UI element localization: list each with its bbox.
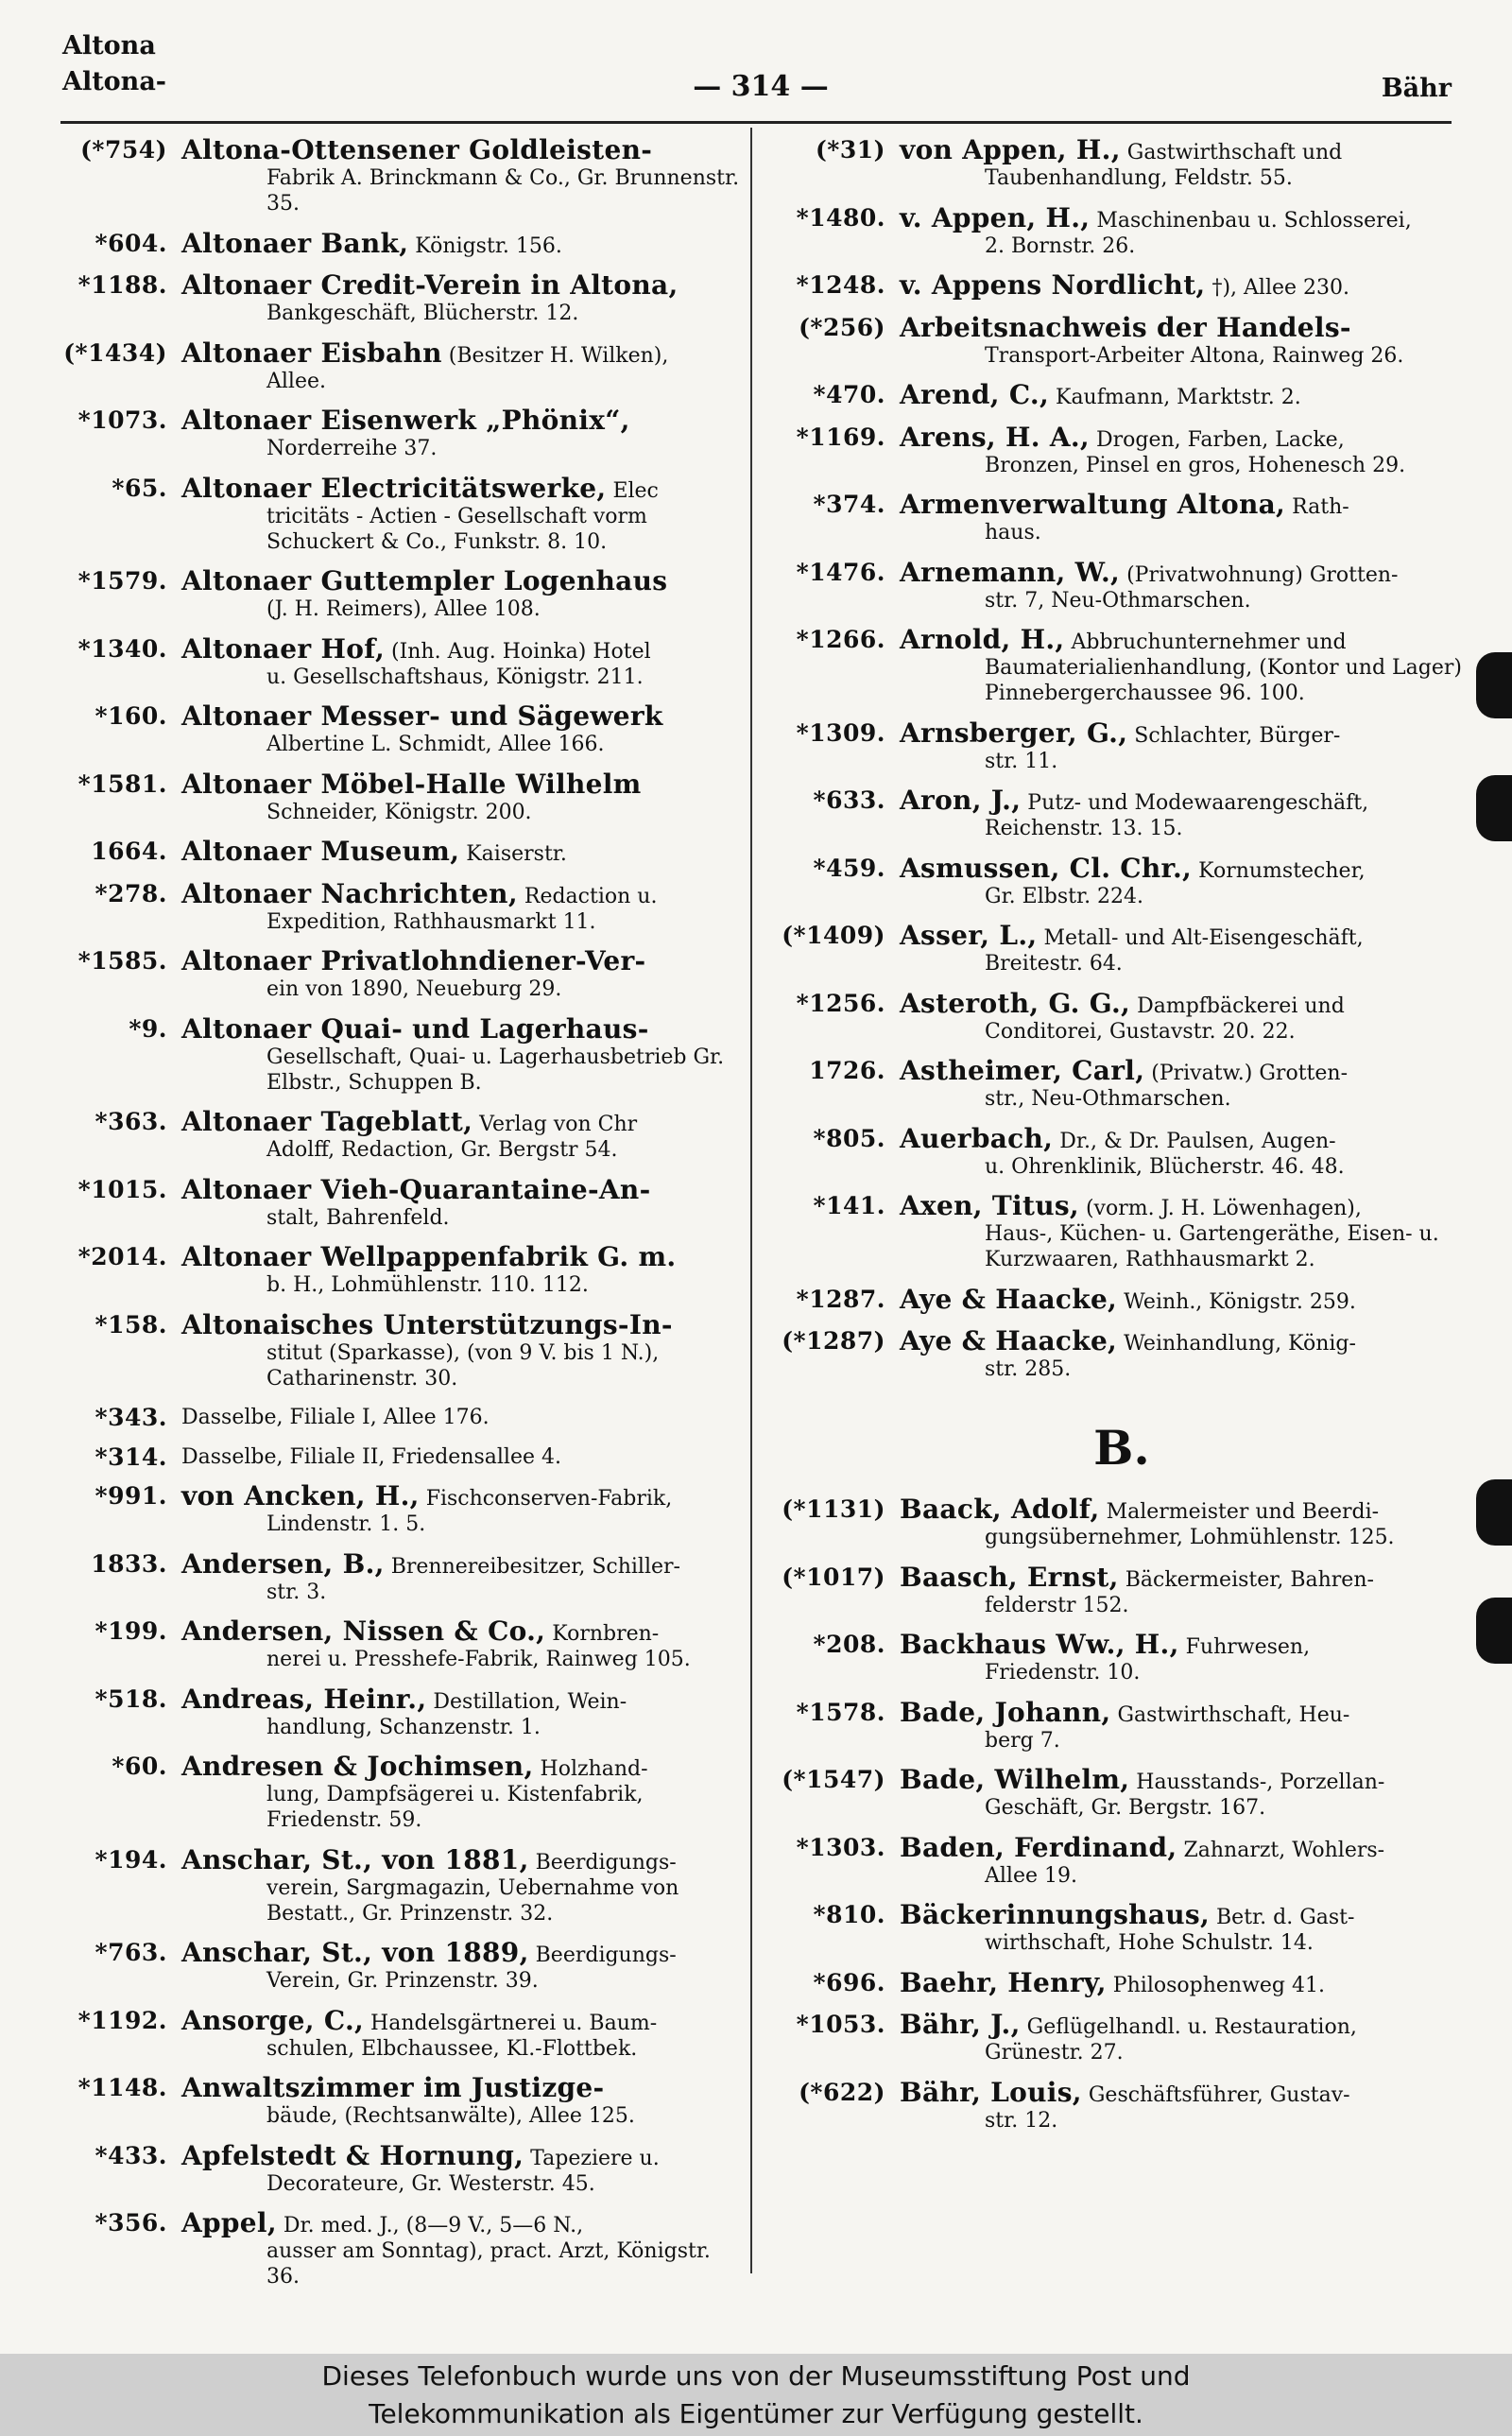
entry-description: Gastwirthschaft und [1120,141,1343,164]
entry-phone-number: *1581. [77,769,167,798]
entry-phone-number: *314. [94,1443,167,1471]
entry-name: von Appen, H., [900,134,1121,165]
entry-phone-number: (*1287) [782,1327,885,1355]
entry-continuation: ein von 1890, Neueburg 29. [266,977,562,1001]
entry-continuation: bäude, (Rechtsanwälte), Allee 125. [266,2104,635,2128]
entry-name: Armenverwaltung Altona, [900,489,1286,520]
entry-description: Dasselbe, Filiale I, Allee 176. [181,1406,490,1429]
directory-entry [777,624,1467,706]
entry-phone-number: *810. [813,1901,885,1928]
entry-continuation: Expedition, Rathhausmarkt 11. [266,909,596,934]
entry-continuation: haus. [985,521,1041,544]
directory-entry [777,1122,1467,1180]
entry-name: Altonaer Eisbahn [181,337,442,369]
entry-name: Andreas, Heinr., [181,1683,427,1715]
directory-entry [59,1683,748,1740]
entry-name: Anwaltszimmer im Justizge- [181,2072,605,2103]
entry-description: Verlag von Chr [472,1113,638,1136]
page-number: — 314 — [693,70,829,103]
entry-description: Dasselbe, Filiale II, Friedensallee 4. [181,1444,561,1469]
entry-name: Altonaer Eisenwerk „Phönix“, [181,405,630,436]
directory-entry [777,1190,1467,1272]
entry-phone-number: *1585. [77,947,167,975]
entry-name: Bähr, Louis, [900,2076,1082,2108]
entry-name: Appel, [181,2207,277,2238]
entry-phone-number: *343. [94,1404,167,1431]
directory-entry [59,1751,748,1833]
entry-continuation: stitut (Sparkasse), (von 9 V. bis 1 N.), Catharinenstr. 30. [266,1340,660,1391]
directory-entry [59,134,748,216]
directory-entry [777,987,1467,1045]
entry-description: Metall- und Alt-Eisengeschäft, [1037,926,1364,950]
entry-description: Redaction u. [517,884,658,908]
directory-entry [59,1480,748,1537]
directory-entry [59,945,748,1002]
entry-phone-number: *194. [94,1845,167,1874]
entry-phone-number: *160. [94,702,167,730]
entry-phone-number: *518. [94,1684,167,1713]
entry-description: Bäckermeister, Bahren- [1118,1567,1374,1592]
entry-description: Weinhandlung, König- [1117,1332,1356,1356]
entry-phone-number: *199. [94,1617,167,1645]
directory-entry [59,1012,748,1096]
entry-name: Aye & Haacke, [900,1283,1118,1315]
entry-continuation: b. H., Lohmühlenstr. 110. 112. [266,1273,589,1297]
entry-description: Gastwirthschaft, Heu- [1110,1702,1350,1727]
directory-entry [59,269,748,326]
entry-name: Arbeitsnachweis der Handels- [900,311,1351,343]
entry-name: Asser, L., [900,920,1038,951]
entry-continuation: str., Neu-Othmarschen. [985,1087,1231,1111]
directory-entry [777,2076,1467,2134]
entry-phone-number: *9. [129,1014,167,1043]
entry-phone-number: (*1434) [63,338,167,367]
entry-continuation: Norderreihe 37. [266,437,438,460]
entry-description: (Inh. Aug. Hoinka) Hotel [385,639,651,664]
directory-entry [777,920,1467,976]
entry-phone-number: *208. [813,1631,885,1658]
directory-entry [59,632,748,690]
entry-phone-number: (*256) [799,313,885,341]
entry-description: Kornumstecher, [1192,858,1366,883]
entry-name: Altonaer Hof, [181,632,385,665]
entry-phone-number: *1309. [796,718,885,747]
directory-entry [59,1308,748,1391]
entry-description: (Besitzer H. Wilken), [441,343,669,368]
entry-name: Altonaer Privatlohndiener-Ver- [181,945,646,976]
entry-name: Arend, C., [900,379,1050,410]
entry-phone-number: *141. [813,1192,885,1219]
entry-description: Drogen, Farben, Lacke, [1089,427,1345,452]
entry-name: Baack, Adolf, [900,1494,1100,1525]
directory-entry [777,1496,1467,1550]
entry-description: Hausstands-, Porzellan- [1129,1771,1385,1794]
entry-continuation: Transport-Arbeiter Altona, Rainweg 26. [985,343,1404,368]
entry-name: Altonaer Möbel-Halle Wilhelm [181,768,642,800]
entry-continuation: gungsübernehmer, Lohmühlenstr. 125. [985,1526,1395,1549]
directory-entry [59,2004,748,2062]
entry-phone-number: (*754) [80,136,167,164]
directory-entry [777,1696,1467,1754]
entry-continuation: Adolff, Redaction, Gr. Bergstr 54. [266,1138,618,1162]
entry-phone-number: (*1131) [782,1495,885,1523]
entry-phone-number: *278. [94,879,167,907]
binder-hole-mark [1476,1598,1512,1664]
entry-continuation: str. 11. [985,749,1058,773]
directory-entry [59,337,748,394]
entry-phone-number: *633. [813,786,885,814]
directory-entry [59,472,748,555]
entry-phone-number: 1833. [91,1549,167,1578]
directory-entry [777,421,1467,478]
entry-continuation: tricitäts - Actien - Gesellschaft vorm Schuckert & Co., Funkstr. 8. 10. [266,504,647,554]
entry-continuation: Schneider, Königstr. 200. [266,800,532,824]
entry-phone-number: (*31) [815,136,885,164]
entry-description: Beerdigungs- [528,1850,677,1875]
entry-name: Altonaisches Unterstützungs-In- [181,1308,673,1340]
entry-description: Putz- und Modewaarengeschäft, [1021,791,1369,815]
directory-entry [777,269,1467,301]
directory-entry [59,2072,748,2129]
right-column-a-entries [777,134,1467,1382]
directory-entry [777,489,1467,545]
entry-description: Holzhand- [533,1757,648,1781]
binder-hole-mark [1476,1479,1512,1546]
directory-entry [777,201,1467,259]
entry-continuation: 2. Bornstr. 26. [985,233,1136,258]
entry-description: Schlachter, Bürger- [1127,723,1341,748]
entry-continuation: Reichenstr. 13. 15. [985,817,1183,840]
directory-entry [59,1173,748,1231]
entry-phone-number: *604. [94,229,167,257]
entry-name: Aye & Haacke, [900,1325,1118,1356]
directory-entry [59,1547,748,1605]
column-divider [750,128,752,2273]
header-rule [60,121,1452,124]
directory-entry [777,1764,1467,1821]
entry-description: (Privatw.) Grotten- [1144,1062,1348,1085]
entry-name: v. Appen, H., [900,201,1091,233]
directory-entry [777,1283,1467,1315]
entry-description: Fuhrwesen, [1178,1635,1311,1659]
entry-description: Kaiserstr. [459,842,567,866]
entry-continuation: Conditorei, Gustavstr. 20. 22. [985,1019,1296,1044]
entry-name: Backhaus Ww., H., [900,1629,1179,1660]
entry-continuation: Geschäft, Gr. Bergstr. 167. [985,1796,1266,1820]
entry-continuation: Breitestr. 64. [985,952,1123,976]
entry-phone-number: *1287. [796,1285,885,1313]
header-left-line1: Altona [62,31,156,60]
entry-name: Altonaer Tageblatt, [181,1106,473,1137]
directory-entry [777,1966,1467,1998]
directory-entry [777,2009,1467,2065]
entry-phone-number: *1303. [796,1833,885,1861]
entry-phone-number: *65. [112,474,167,502]
entry-continuation: Allee 19. [985,1863,1077,1888]
entry-continuation: berg 7. [985,1728,1060,1753]
entry-description: Weinh., Königstr. 259. [1117,1289,1356,1314]
entry-name: Altonaer Credit-Verein in Altona, [181,269,679,301]
entry-name: Bähr, J., [900,2009,1021,2040]
entry-continuation: Baumaterialienhandlung, (Kontor und Lager) Pinnebergerchaussee 96. 100. [985,656,1462,705]
directory-entry [59,1444,748,1470]
entry-name: Bade, Johann, [900,1696,1111,1728]
entry-continuation: Fabrik A. Brinckmann & Co., Gr. Brunnenstr. 35. [266,166,740,216]
entry-name: Astheimer, Carl, [900,1055,1145,1086]
entry-phone-number: *1578. [796,1698,885,1726]
directory-entry [777,1325,1467,1382]
entry-phone-number: *60. [112,1753,167,1780]
entry-phone-number: *1480. [796,203,885,232]
directory-entry [59,768,748,825]
entry-continuation: handlung, Schanzenstr. 1. [266,1715,541,1739]
entry-name: Asmussen, Cl. Chr., [900,852,1193,884]
entry-continuation: str. 285. [985,1357,1072,1381]
directory-entry [59,700,748,757]
entry-phone-number: *158. [94,1310,167,1339]
directory-entry [59,2207,748,2289]
entry-phone-number: *1192. [77,2006,167,2034]
right-column-b-entries [777,1496,1467,2134]
entry-continuation: verein, Sargmagazin, Uebernahme von Bestatt., Gr. Prinzenstr. 32. [266,1875,679,1926]
entry-description: Malermeister und Beerdi- [1099,1500,1380,1524]
entry-continuation: Friedenstr. 10. [985,1661,1141,1684]
entry-description: Abbruchunternehmer und [1064,631,1347,654]
entry-name: Anschar, St., von 1889, [181,1937,529,1968]
directory-entry [59,1106,748,1163]
right-column [777,134,1467,2147]
entry-name: Arens, H. A., [900,421,1090,453]
entry-phone-number: *433. [94,2141,167,2169]
entry-name: Asteroth, G. G., [900,987,1131,1019]
entry-name: Andresen & Jochimsen, [181,1751,534,1782]
entry-phone-number: *763. [94,1939,167,1966]
entry-name: Anschar, St., von 1881, [181,1843,529,1875]
entry-continuation: Grünestr. 27. [985,2041,1124,2065]
running-header-left [62,28,166,100]
entry-continuation: Haus-, Küchen- u. Gartengeräthe, Eisen- u. Kurzwaaren, Rathhausmarkt 2. [985,1222,1439,1271]
entry-description: Destillation, Wein- [426,1689,627,1714]
entry-continuation: Bronzen, Pinsel en gros, Hohenesch 29. [985,453,1406,477]
binder-hole-mark [1476,775,1512,841]
footer-note [0,2354,1512,2436]
entry-name: Altonaer Messer- und Sägewerk [181,700,663,732]
entry-description: Dr., & Dr. Paulsen, Augen- [1053,1129,1336,1153]
entry-description: (Privatwohnung) Grotten- [1120,562,1399,587]
entry-phone-number: *374. [813,491,885,518]
entry-name: Altonaer Vieh-Quarantaine-An- [181,1173,651,1205]
entry-name: Altonaer Quai- und Lagerhaus- [181,1012,649,1045]
entry-name: Arnold, H., [900,624,1065,655]
directory-entry [777,1055,1467,1112]
entry-continuation: Gesellschaft, Quai- u. Lagerhausbetrieb Gr. Elbstr., Schuppen B. [266,1045,725,1095]
entry-continuation: u. Gesellschaftshaus, Königstr. 211. [266,665,644,689]
entry-continuation: u. Ohrenklinik, Blücherstr. 46. 48. [985,1154,1345,1179]
section-letter-b: B. [1093,1420,1150,1476]
directory-entry [59,1843,748,1926]
entry-phone-number: (*1409) [782,922,885,949]
entry-name: Baehr, Henry, [900,1966,1107,1998]
entry-name: Axen, Titus, [900,1190,1079,1221]
entry-phone-number: *1053. [796,2011,885,2038]
entry-name: Baden, Ferdinand, [900,1831,1177,1863]
entry-name: Altonaer Electricitätswerke, [181,472,607,504]
entry-phone-number: *1188. [77,271,167,299]
entry-continuation: felderstr 152. [985,1593,1129,1617]
entry-description: Fischconserven-Fabrik, [419,1487,673,1511]
entry-description: Elec [606,478,659,503]
directory-entry [777,134,1467,191]
directory-entry [59,2139,748,2197]
entry-phone-number: *1248. [796,271,885,299]
entry-phone-number: *1256. [796,989,885,1017]
entry-continuation: Decorateure, Gr. Westerstr. 45. [266,2171,595,2196]
entry-description: Kaufmann, Marktstr. 2. [1049,386,1301,409]
binder-hole-mark [1476,652,1512,718]
entry-continuation: stalt, Bahrenfeld. [266,1205,450,1230]
entry-phone-number: *696. [813,1968,885,1996]
running-header-right: Bähr [1381,74,1452,103]
entry-name: Auerbach, [900,1122,1054,1154]
entry-name: Altonaer Museum, [181,836,460,867]
entry-phone-number: *1015. [77,1175,167,1203]
entry-phone-number: *1579. [77,567,167,595]
entry-phone-number: *470. [813,381,885,408]
entry-continuation: Allee. [266,369,326,393]
entry-description: Rath- [1285,495,1349,519]
entry-phone-number: *991. [94,1482,167,1510]
entry-phone-number: *1340. [77,634,167,663]
entry-name: v. Appens Nordlicht, [900,269,1206,301]
directory-entry [777,556,1467,613]
entry-description: Geschäftsführer, Gustav- [1081,2082,1350,2107]
entry-name: Andersen, Nissen & Co., [181,1615,546,1647]
directory-entry [777,1899,1467,1956]
entry-phone-number: *1073. [77,406,167,434]
entry-name: von Ancken, H., [181,1480,420,1512]
directory-entry [777,717,1467,774]
directory-entry [777,1561,1467,1618]
entry-continuation: str. 7, Neu-Othmarschen. [985,588,1251,613]
entry-phone-number: *356. [94,2209,167,2237]
entry-phone-number: 1726. [809,1057,885,1084]
entry-description: Handelsgärtnerei u. Baum- [364,2011,658,2035]
entry-name: Altonaer Bank, [181,227,409,259]
entry-name: Arnemann, W., [900,556,1121,588]
entry-phone-number: *805. [813,1124,885,1152]
entry-phone-number: *363. [94,1108,167,1135]
directory-entry [59,1405,748,1430]
entry-name: Altonaer Nachrichten, [181,877,518,909]
entry-continuation: Taubenhandlung, Feldstr. 55. [985,166,1293,190]
entry-continuation: str. 3. [266,1580,327,1604]
entry-description: Königstr. 156. [408,233,562,258]
entry-continuation: str. 12. [985,2108,1058,2133]
entry-continuation: ausser am Sonntag), pract. Arzt, Königstr. 36. [266,2239,711,2289]
directory-entry [59,1937,748,1994]
entry-name: Bäckerinnungshaus, [900,1899,1211,1930]
directory-entry [777,852,1467,909]
entry-phone-number: *1266. [796,626,885,653]
entry-phone-number: (*1547) [782,1766,885,1793]
entry-description: Kornbren- [545,1622,660,1646]
directory-entry [777,787,1467,841]
directory-entry [59,877,748,935]
entry-name: Altona-Ottensener Goldleisten- [181,134,653,165]
entry-description: †), Allee 230. [1205,276,1350,300]
entry-continuation: nerei u. Presshefe-Fabrik, Rainweg 105. [266,1648,691,1671]
entry-name: Aron, J., [900,785,1022,816]
entry-description: Brennereibesitzer, Schiller- [384,1554,680,1579]
entry-name: Arnsberger, G., [900,717,1128,749]
entry-phone-number: *459. [813,854,885,882]
directory-entry [777,1831,1467,1889]
entry-continuation: schulen, Elbchaussee, Kl.-Flottbek. [266,2036,638,2061]
entry-description: Philosophenweg 41. [1106,1973,1325,1997]
directory-entry [777,311,1467,369]
directory-entry [59,227,748,259]
entry-name: Altonaer Guttempler Logenhaus [181,565,668,596]
entry-phone-number: (*1017) [782,1563,885,1591]
entry-description: Maschinenbau u. Schlosserei, [1090,208,1412,233]
entry-description: Betr. d. Gast- [1210,1906,1355,1929]
entry-continuation: lung, Dampfsägerei u. Kistenfabrik, Friedenstr. 59. [266,1783,644,1832]
directory-entry [59,838,748,867]
entry-phone-number: (*622) [799,2078,885,2106]
directory-entry [777,379,1467,410]
entry-continuation: (J. H. Reimers), Allee 108. [266,597,541,621]
entry-description: Dr. med. J., (8—9 V., 5—6 N., [276,2214,584,2237]
entry-name: Baasch, Ernst, [900,1561,1119,1593]
directory-entry [59,407,748,461]
directory-entry [59,1241,748,1298]
entry-name: Apfelstedt & Hornung, [181,2139,524,2171]
directory-entry [59,565,748,622]
entry-description: Tapeziere u. [524,2146,660,2170]
entry-phone-number: *1169. [796,423,885,451]
entry-continuation: Bankgeschäft, Blücherstr. 12. [266,302,579,325]
footer-line2: Telekommunikation als Eigentümer zur Verfügung gestellt. [369,2398,1143,2429]
entry-description: Zahnarzt, Wohlers- [1177,1838,1385,1862]
entry-name: Ansorge, C., [181,2004,365,2036]
entry-continuation: wirthschaft, Hohe Schulstr. 14. [985,1931,1314,1955]
footer-line1: Dieses Telefonbuch wurde uns von der Museumsstiftung Post und [321,2360,1191,2392]
entry-continuation: Albertine L. Schmidt, Allee 166. [266,733,605,756]
directory-entry [59,1615,748,1672]
entry-description: Dampfbäckerei und [1130,993,1345,1018]
entry-description: Beerdigungs- [528,1944,677,1967]
entry-name: Bade, Wilhelm, [900,1764,1130,1795]
entry-continuation: Gr. Elbstr. 224. [985,884,1144,908]
entry-phone-number: *1476. [796,558,885,586]
directory-entry [777,1629,1467,1685]
entry-phone-number: 1664. [91,838,167,865]
entry-description: (vorm. J. H. Löwenhagen), [1078,1197,1362,1220]
entry-phone-number: *2014. [77,1243,167,1270]
left-column [59,134,748,2304]
entry-continuation: Verein, Gr. Prinzenstr. 39. [266,1969,539,1993]
header-left-line2: Altona- [62,67,167,96]
entry-phone-number: *1148. [77,2074,167,2101]
entry-description: Geflügelhandl. u. Restauration, [1020,2015,1357,2039]
entry-continuation: Lindenstr. 1. 5. [266,1512,426,1536]
entry-name: Altonaer Wellpappenfabrik G. m. [181,1241,677,1272]
entry-name: Andersen, B., [181,1547,385,1580]
